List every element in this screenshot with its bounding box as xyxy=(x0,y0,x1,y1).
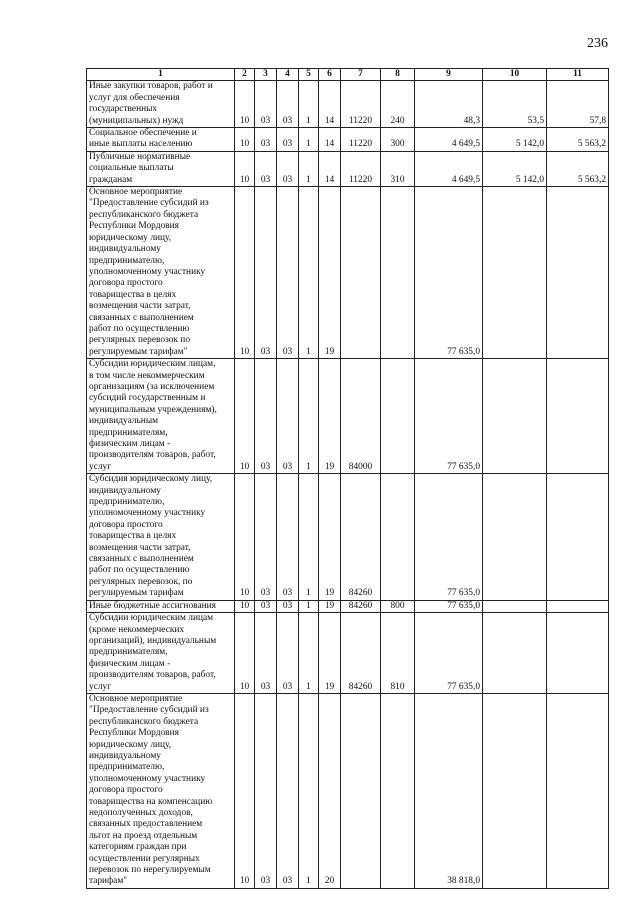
table-cell xyxy=(547,613,609,694)
table-cell: 03 xyxy=(277,693,299,888)
table-cell: 77 635,0 xyxy=(415,613,483,694)
table-cell: 03 xyxy=(255,693,277,888)
table-cell: 77 635,0 xyxy=(415,187,483,359)
table-cell: 1 xyxy=(299,359,319,474)
table-row xyxy=(87,474,609,600)
table-row xyxy=(87,359,609,474)
row-label-cell: Субсидия юридическому лицу, индивидуальному предпринимателю, уполномоченному участнику договора простого товарищества в целях возмещения части затрат, связанных с выполнением работ по осуществлению регулярных перевозок, по регулируемым тарифам xyxy=(87,474,235,600)
column-header: 7 xyxy=(341,69,381,81)
table-cell: 03 xyxy=(277,81,299,128)
row-label-cell: Социальное обеспечение и иные выплаты населению xyxy=(87,128,235,152)
table-cell: 10 xyxy=(235,693,255,888)
table-row xyxy=(87,693,609,888)
table-cell xyxy=(483,693,547,888)
row-label-cell: Субсидии юридическим лицам, в том числе некоммерческим организациям (за исключением субсидий государственным и муниципальным учреждениям), индивидуальным предпринимателям, физическим лицам - производителям товаров, работ, услуг xyxy=(87,359,235,474)
row-label-cell: Основное мероприятие "Предоставление субсидий из республиканского бюджета Республики Мордовия юридическому лицу, индивидуальному предпринимателю, уполномоченному участнику договора простого товарищества в целях возмещения части затрат, связанных с выполнением работ по осуществлению регулярных перевозок по регулируемым тарифам" xyxy=(87,187,235,359)
table-cell: 4 649,5 xyxy=(415,128,483,152)
table-cell: 20 xyxy=(319,693,341,888)
table-cell: 77 635,0 xyxy=(415,359,483,474)
table-cell xyxy=(547,359,609,474)
table-cell: 03 xyxy=(255,187,277,359)
column-header: 1 xyxy=(87,69,235,81)
row-label-cell: Субсидии юридическим лицам (кроме некоммерческих организаций), индивидуальным предпринимателям, физическим лицам - производителям товаров, работ, услуг xyxy=(87,613,235,694)
budget-table xyxy=(86,68,609,889)
table-cell: 03 xyxy=(277,474,299,600)
table-cell: 1 xyxy=(299,151,319,186)
row-label-cell: Публичные нормативные социальные выплаты гражданам xyxy=(87,151,235,186)
table-cell: 03 xyxy=(255,81,277,128)
table-cell: 03 xyxy=(255,600,277,612)
table-cell: 310 xyxy=(381,151,415,186)
table-cell xyxy=(381,187,415,359)
table-cell: 10 xyxy=(235,613,255,694)
table-cell: 10 xyxy=(235,151,255,186)
table-cell: 800 xyxy=(381,600,415,612)
column-header: 4 xyxy=(277,69,299,81)
table-cell: 10 xyxy=(235,187,255,359)
column-header: 9 xyxy=(415,69,483,81)
table-cell: 77 635,0 xyxy=(415,474,483,600)
table-cell: 10 xyxy=(235,474,255,600)
table-cell: 11220 xyxy=(341,151,381,186)
table-cell xyxy=(483,187,547,359)
row-label-cell: Иные закупки товаров, работ и услуг для обеспечения государственных (муниципальных) нужд xyxy=(87,81,235,128)
page-number: 236 xyxy=(587,36,608,51)
table-cell: 03 xyxy=(277,187,299,359)
table-cell xyxy=(381,359,415,474)
table-cell: 77 635,0 xyxy=(415,600,483,612)
table-cell: 03 xyxy=(277,359,299,474)
table-cell xyxy=(341,693,381,888)
table-body xyxy=(87,81,609,888)
column-header: 8 xyxy=(381,69,415,81)
table-cell: 5 142,0 xyxy=(483,151,547,186)
table-cell: 03 xyxy=(277,600,299,612)
table-cell: 03 xyxy=(255,128,277,152)
table-cell xyxy=(483,613,547,694)
header-row xyxy=(87,69,609,81)
table-cell: 03 xyxy=(255,613,277,694)
table-cell: 1 xyxy=(299,613,319,694)
table-cell xyxy=(341,187,381,359)
table-cell: 84000 xyxy=(341,359,381,474)
table-cell: 1 xyxy=(299,81,319,128)
table-cell: 03 xyxy=(255,359,277,474)
table-cell: 14 xyxy=(319,81,341,128)
table-cell: 300 xyxy=(381,128,415,152)
table-cell: 10 xyxy=(235,81,255,128)
table-cell xyxy=(483,359,547,474)
column-header: 6 xyxy=(319,69,341,81)
table-row xyxy=(87,187,609,359)
table-cell: 240 xyxy=(381,81,415,128)
table-row xyxy=(87,81,609,128)
table-cell: 03 xyxy=(277,613,299,694)
column-header: 11 xyxy=(547,69,609,81)
table-cell xyxy=(547,474,609,600)
table-cell: 84260 xyxy=(341,613,381,694)
table-cell xyxy=(547,693,609,888)
table-cell: 53,5 xyxy=(483,81,547,128)
table-cell: 19 xyxy=(319,600,341,612)
table-cell xyxy=(547,187,609,359)
table-cell xyxy=(381,474,415,600)
table-cell xyxy=(483,600,547,612)
column-header: 2 xyxy=(235,69,255,81)
table-cell: 14 xyxy=(319,151,341,186)
table-cell: 14 xyxy=(319,128,341,152)
row-label-cell: Основное мероприятие "Предоставление субсидий из республиканского бюджета Республики Мордовия юридическому лицу, индивидуальному предпринимателю, уполномоченному участнику договора простого товарищества на компенсацию недополученных доходов, связанных предоставлением льгот на проезд отдельным категориям граждан при осуществлении регулярных перевозок по нерегулируемым тарифам" xyxy=(87,693,235,888)
column-header: 3 xyxy=(255,69,277,81)
table-row xyxy=(87,128,609,152)
table-row xyxy=(87,600,609,612)
table-cell: 03 xyxy=(255,151,277,186)
table-cell: 10 xyxy=(235,359,255,474)
column-header: 5 xyxy=(299,69,319,81)
column-header: 10 xyxy=(483,69,547,81)
table-cell: 84260 xyxy=(341,474,381,600)
table-cell: 810 xyxy=(381,613,415,694)
table-cell xyxy=(483,474,547,600)
table-cell: 5 563,2 xyxy=(547,151,609,186)
table-cell: 1 xyxy=(299,693,319,888)
table-cell: 1 xyxy=(299,600,319,612)
table-cell: 57,8 xyxy=(547,81,609,128)
table-cell xyxy=(547,600,609,612)
table-cell: 10 xyxy=(235,128,255,152)
table-cell: 19 xyxy=(319,187,341,359)
table-cell: 19 xyxy=(319,474,341,600)
table-cell: 4 649,5 xyxy=(415,151,483,186)
table-cell: 11220 xyxy=(341,81,381,128)
table-cell: 11220 xyxy=(341,128,381,152)
table-cell: 19 xyxy=(319,359,341,474)
table-cell: 03 xyxy=(277,151,299,186)
table-cell: 48,3 xyxy=(415,81,483,128)
table-cell: 03 xyxy=(255,474,277,600)
table-row xyxy=(87,151,609,186)
table-cell: 38 818,0 xyxy=(415,693,483,888)
table-cell: 1 xyxy=(299,187,319,359)
table-cell: 10 xyxy=(235,600,255,612)
table-row xyxy=(87,613,609,694)
table-cell: 5 563,2 xyxy=(547,128,609,152)
table-cell xyxy=(381,693,415,888)
table-cell: 5 142,0 xyxy=(483,128,547,152)
table-cell: 03 xyxy=(277,128,299,152)
table-cell: 1 xyxy=(299,128,319,152)
table-cell: 19 xyxy=(319,613,341,694)
table-cell: 84260 xyxy=(341,600,381,612)
row-label-cell: Иные бюджетные ассигнования xyxy=(87,600,235,612)
table-cell: 1 xyxy=(299,474,319,600)
